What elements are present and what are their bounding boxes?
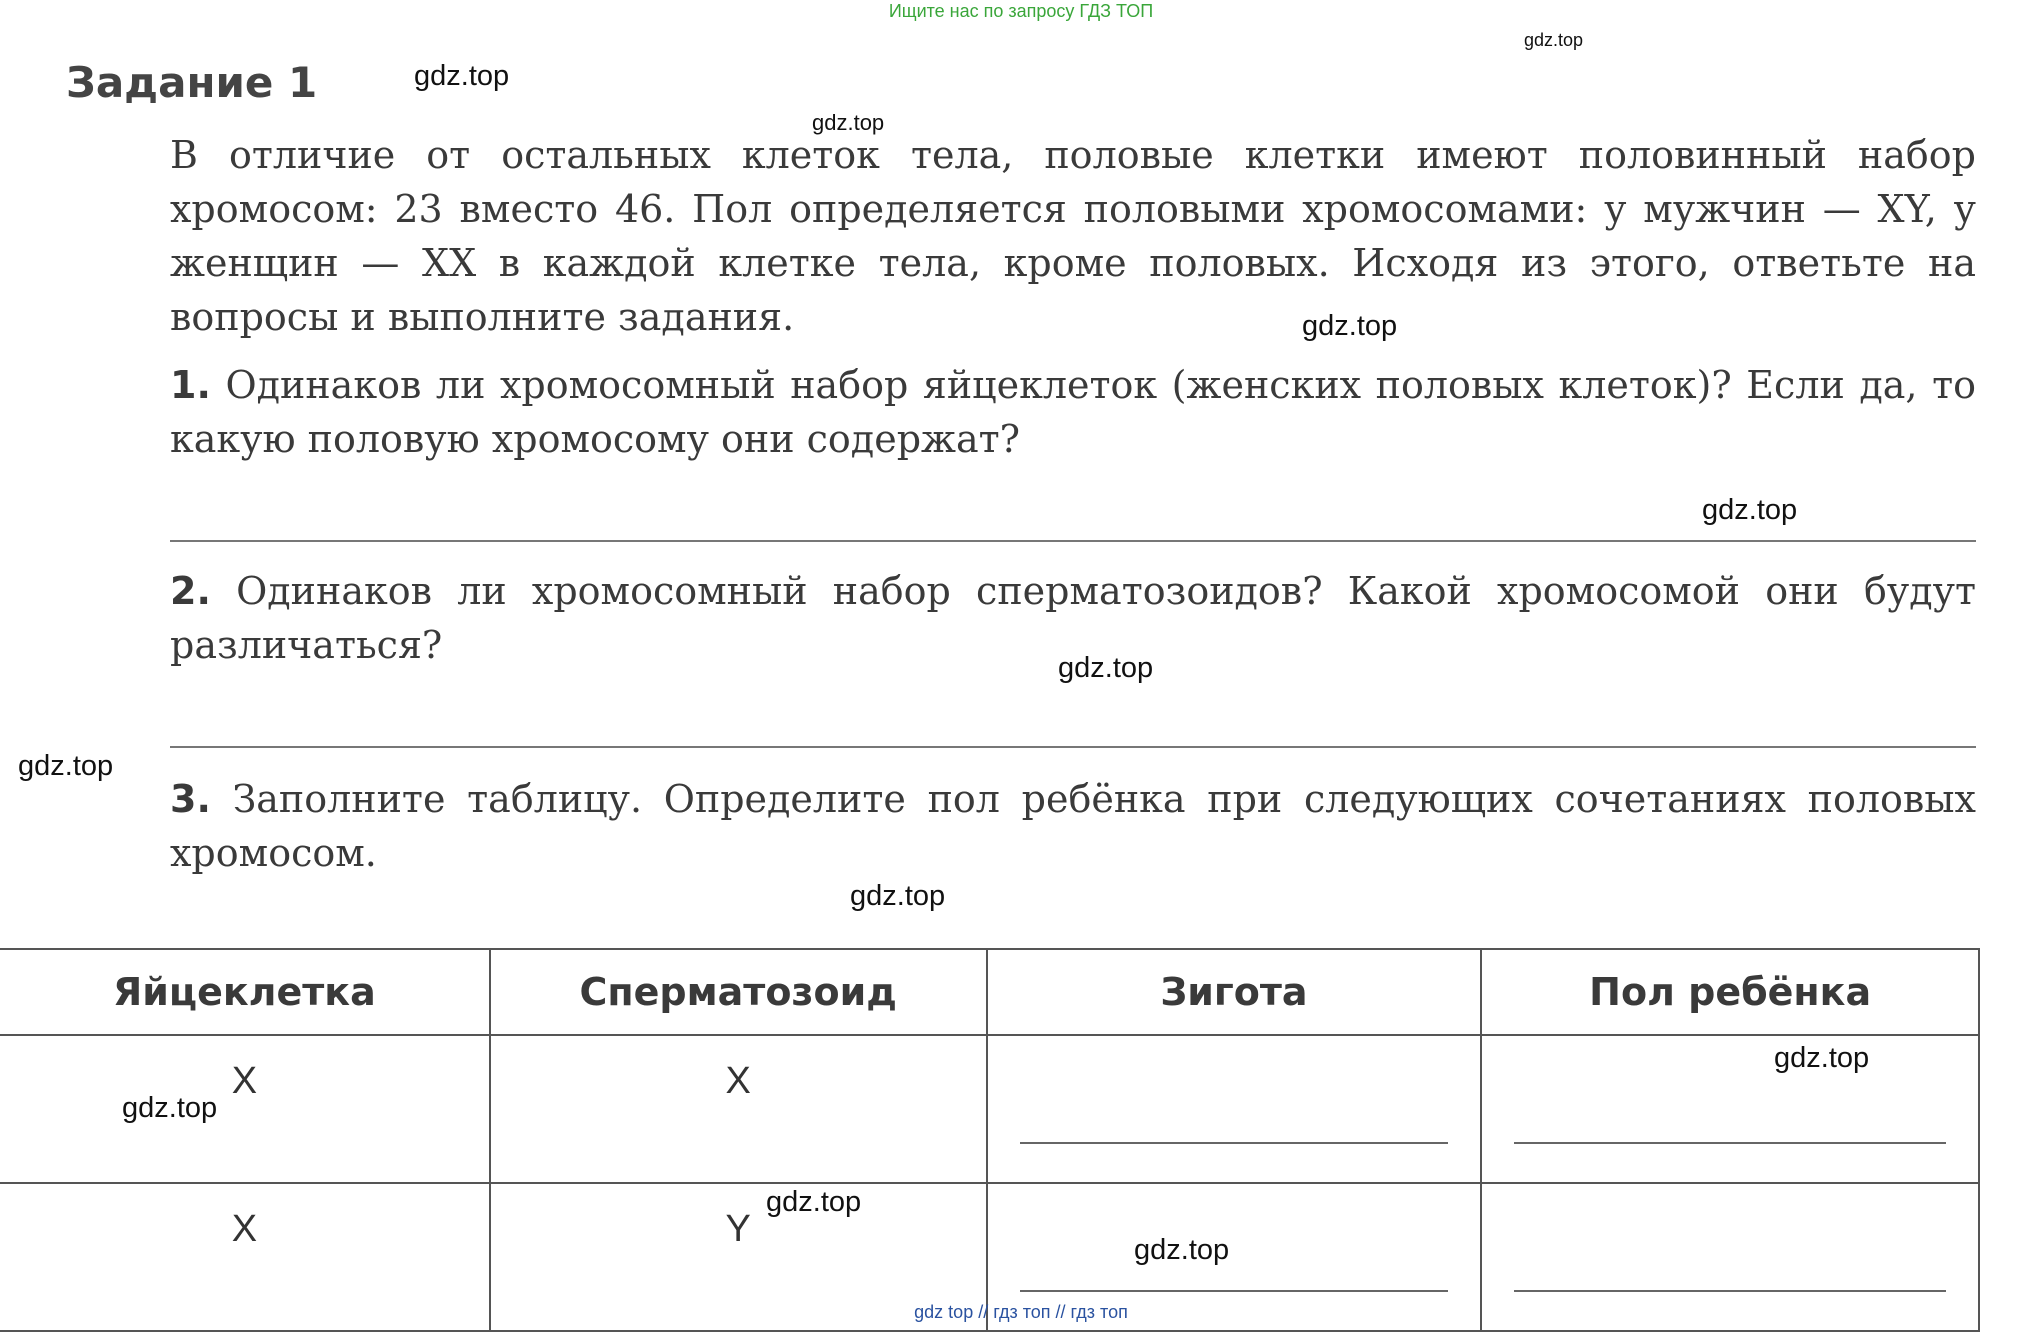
watermark: gdz.top [850, 880, 946, 912]
watermark: gdz.top [122, 1092, 218, 1124]
table-row [0, 1035, 1979, 1183]
cell-sperm: X [490, 1035, 987, 1183]
cell-egg: X [0, 1183, 490, 1331]
question-3 [170, 772, 1976, 880]
question-2-number: 2. [170, 569, 211, 613]
watermark: gdz.top [1134, 1234, 1230, 1266]
header-egg: Яйцеклетка [0, 949, 490, 1035]
bottom-banner[interactable]: gdz top // гдз топ // гдз топ [914, 1302, 1128, 1322]
watermark: gdz.top [1524, 30, 1584, 50]
answer-line-2[interactable] [170, 746, 1976, 748]
watermark: gdz.top [414, 60, 510, 92]
header-zygote: Зигота [987, 949, 1482, 1035]
header-child-sex: Пол ребёнка [1481, 949, 1979, 1035]
table-header-row [0, 949, 1979, 1035]
child-sex-answer-line[interactable] [1514, 1142, 1946, 1144]
question-3-number: 3. [170, 777, 211, 821]
zygote-answer-line[interactable] [1020, 1142, 1449, 1144]
watermark: gdz.top [1302, 310, 1398, 342]
question-1 [170, 358, 1976, 466]
question-1-text: Одинаков ли хромосомный набор яйцеклеток (женских половых клеток)? Если да, то какую половую хромосому они содержат? [170, 363, 1976, 461]
task-title: Задание 1 [66, 58, 318, 107]
child-sex-answer-line[interactable] [1514, 1290, 1946, 1292]
top-banner[interactable]: Ищите нас по запросу ГДЗ ТОП [888, 1, 1154, 21]
question-3-text: Заполните таблицу. Определите пол ребёнка при следующих сочетаниях половых хромосом. [170, 777, 1976, 875]
watermark: gdz.top [812, 110, 885, 135]
header-sperm: Сперматозоид [490, 949, 987, 1035]
cell-zygote[interactable] [987, 1035, 1482, 1183]
watermark: gdz.top [1702, 494, 1798, 526]
intro-paragraph: В отличие от остальных клеток тела, половые клетки имеют половинный набор хромосом: 23 вместо 46. Пол определяется половыми хромосомами: у мужчин — XY, у женщин — XX в каждой клетке тела, кроме половых. Исходя из этого, ответьте на вопросы и выполните задания. [170, 133, 1976, 339]
watermark: gdz.top [18, 750, 114, 782]
answer-line-1[interactable] [170, 540, 1976, 542]
question-1-number: 1. [170, 363, 211, 407]
chromosome-table [0, 948, 1980, 1332]
cell-child-sex[interactable] [1481, 1035, 1979, 1183]
cell-sperm: Y [490, 1183, 987, 1331]
watermark: gdz.top [766, 1186, 862, 1218]
watermark: gdz.top [1058, 652, 1154, 684]
zygote-answer-line[interactable] [1020, 1290, 1449, 1292]
question-2-text: Одинаков ли хромосомный набор сперматозоидов? Какой хромосомой они будут различаться? [170, 569, 1976, 667]
cell-egg: X [0, 1035, 490, 1183]
watermark: gdz.top [1774, 1042, 1870, 1074]
